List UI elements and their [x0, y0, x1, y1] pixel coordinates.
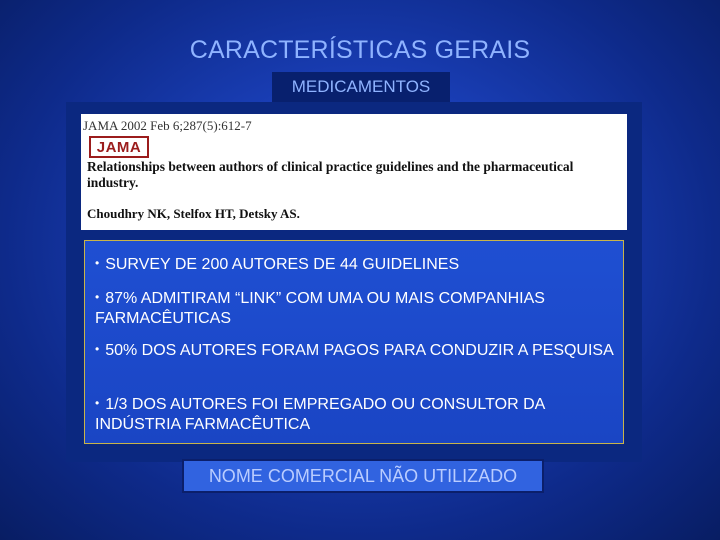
bullet-text: 50% DOS AUTORES FORAM PAGOS PARA CONDUZIR A PESQUISA — [105, 342, 614, 359]
citation-reference: JAMA 2002 Feb 6;287(5):612-7 — [83, 118, 252, 133]
citation-title: Relationships between authors of clinical practice guidelines and the pharmaceutical industry. — [87, 159, 574, 190]
slide-title: CARACTERÍSTICAS GERAIS — [189, 36, 531, 64]
bullet-item — [95, 339, 615, 361]
bullet-marker: • — [95, 342, 100, 356]
citation-authors: Choudhry NK, Stelfox HT, Detsky AS. — [87, 206, 300, 221]
bullet-item — [95, 393, 615, 435]
bullet-marker: • — [95, 290, 100, 304]
bullet-text: 87% ADMITIRAM “LINK” COM UMA OU MAIS COMPANHIAS FARMACÊUTICAS — [95, 290, 545, 327]
journal-citation-image — [81, 114, 627, 230]
bullet-text: 1/3 DOS AUTORES FOI EMPREGADO OU CONSULTOR DA INDÚSTRIA FARMACÊUTICA — [95, 396, 545, 433]
bullet-list — [84, 240, 624, 444]
bullet-marker: • — [95, 256, 100, 270]
bullet-marker: • — [95, 396, 100, 410]
bullet-item — [95, 287, 615, 329]
footer-label: NOME COMERCIAL NÃO UTILIZADO — [182, 459, 544, 493]
section-label: MEDICAMENTOS — [272, 72, 450, 102]
bullet-text: SURVEY DE 200 AUTORES DE 44 GUIDELINES — [105, 256, 460, 273]
bullet-item — [95, 253, 615, 275]
jama-logo: JAMA — [89, 136, 149, 158]
